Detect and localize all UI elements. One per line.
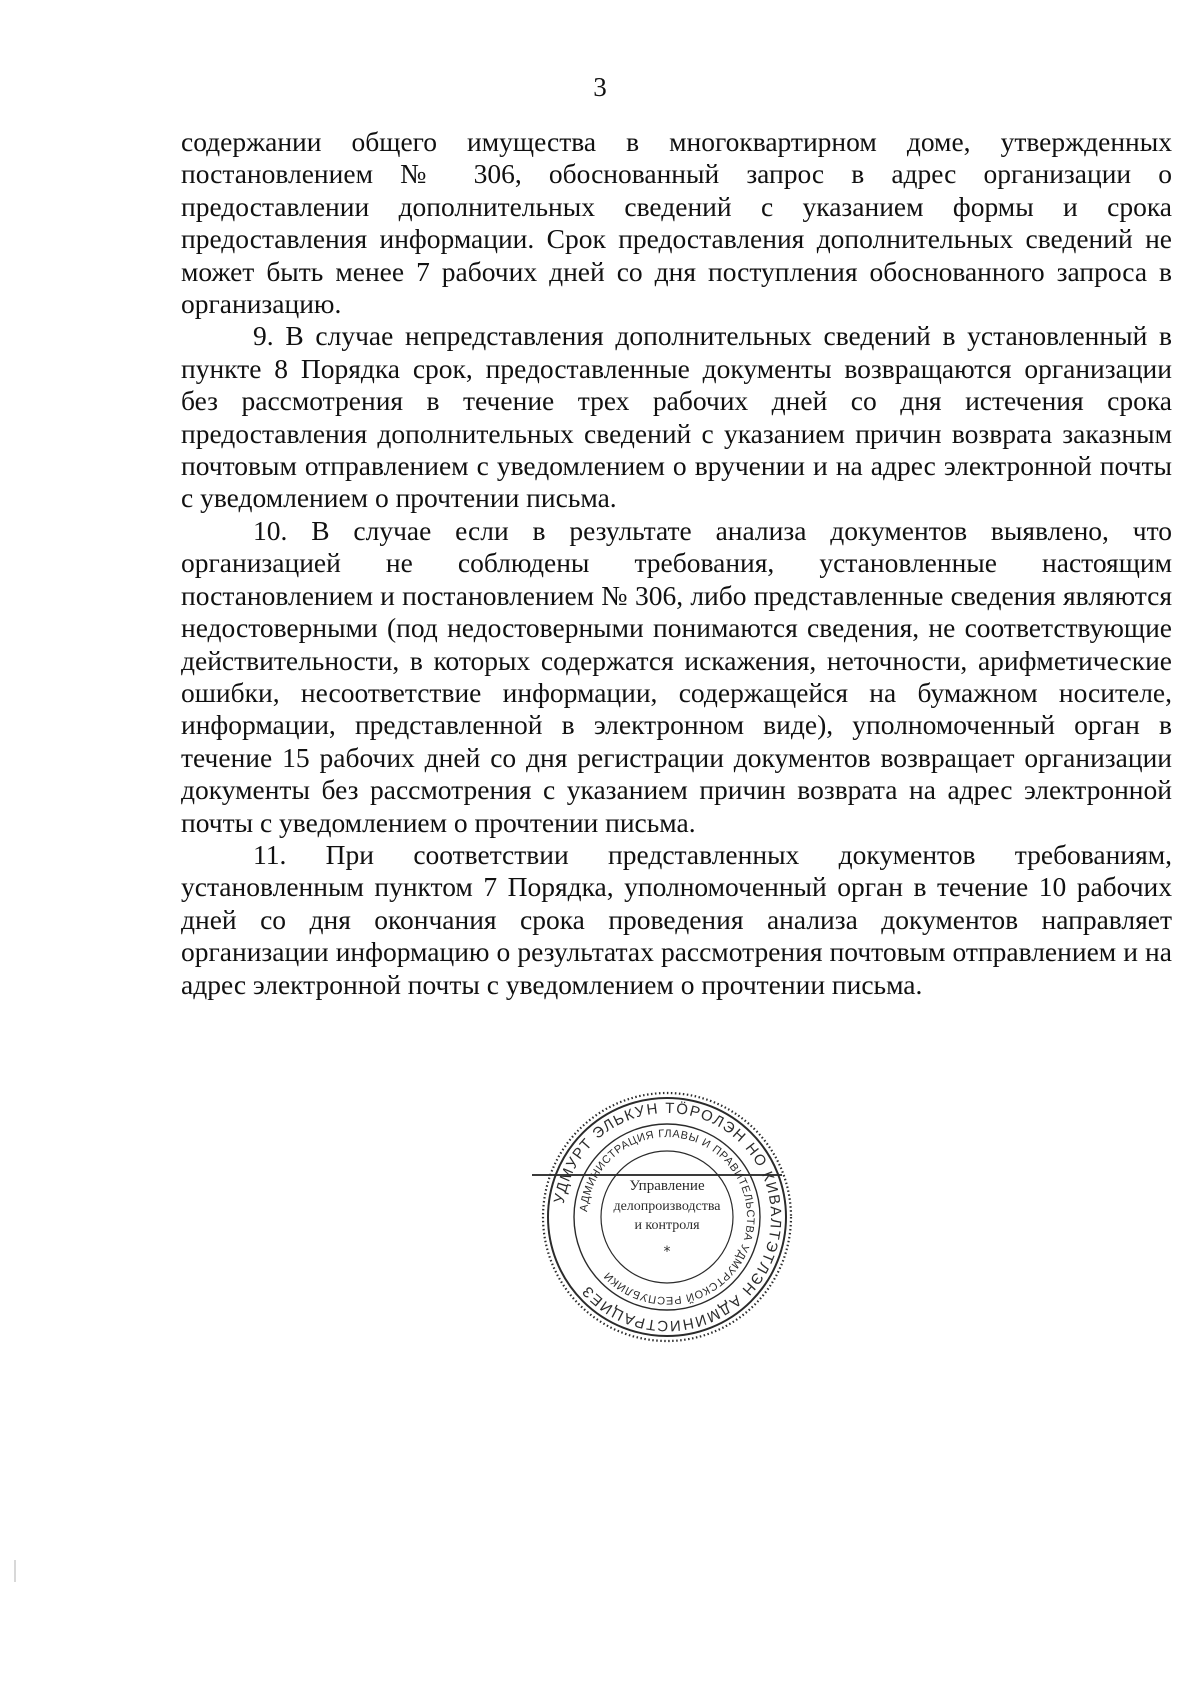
paragraph-item-9: 9. В случае непредставления дополнительных сведений в установленный в пункте 8 Порядка срок, предоставленные документы возвращаются организации без рассмотрения в течение трех рабочих дней со дня истечения срока предоставления дополнительных сведений с указанием причин возврата заказным почтовым отправлением с уведомлением о вручении и на адрес электронной почты с уведомлением о прочтении письма. <box>181 320 1172 514</box>
seal-center-line-2: делопроизводства <box>613 1199 721 1214</box>
paragraph-continuation: содержании общего имущества в многоквартирном доме, утвержденных постановлением № 306, обоснованный запрос в адрес организации о предоставлении дополнительных сведений с указанием формы и срока предоставления информации. Срок предоставления дополнительных сведений не может быть менее 7 рабочих дней со дня поступления обоснованного запроса в организацию. <box>181 126 1172 320</box>
paragraph-item-10: 10. В случае если в результате анализа документов выявлено, что организацией не соблюдены требования, установленные настоящим постановлением и постановлением № 306, либо представленные сведения являются недостоверными (под недостоверными понимаются сведения, не соответствующие действительности, в которых содержатся искажения, неточности, арифметические ошибки, несоответствие информации, содержащейся на бумажном носителе, информации, представленной в электронном виде), уполномоченный орган в течение 15 рабочих дней со дня регистрации документов возвращает организации документы без рассмотрения с указанием причин возврата на адрес электронной почты с уведомлением о прочтении письма. <box>181 514 1172 838</box>
seal-center-line-1: Управление <box>629 1178 705 1194</box>
paragraph-item-11: 11. При соответствии представленных документов требованиям, установленным пунктом 7 Порядка, уполномоченный орган в течение 10 рабочих дней со дня окончания срока проведения анализа документов направляет организации информацию о результатах рассмотрения почтовым отправлением и на адрес электронной почты с уведомлением о прочтении письма. <box>181 838 1172 1000</box>
seal-center-line-3: и контроля <box>634 1218 700 1233</box>
scan-margin-mark <box>14 1560 16 1582</box>
official-seal <box>536 1086 798 1348</box>
seal-inner-ring <box>601 1151 733 1283</box>
page-number: 3 <box>593 72 607 102</box>
seal-inner-text: АДМИНИСТРАЦИЯ ГЛАВЫ И ПРАВИТЕЛЬСТВА УДМУРТСКОЙ РЕСПУБЛИКИ <box>578 1127 757 1307</box>
seal-graphic <box>536 1086 798 1348</box>
seal-middle-ring <box>574 1124 760 1310</box>
seal-outer-text: УДМУРТ ЭЛЬКУН ТӦРОЛЭН НО КИВАЛТЭТЛЭН АДМИНИСТРАЦИЕЗ <box>550 1099 785 1335</box>
seal-star-icon: * <box>663 1244 671 1260</box>
document-body <box>181 126 1172 1001</box>
